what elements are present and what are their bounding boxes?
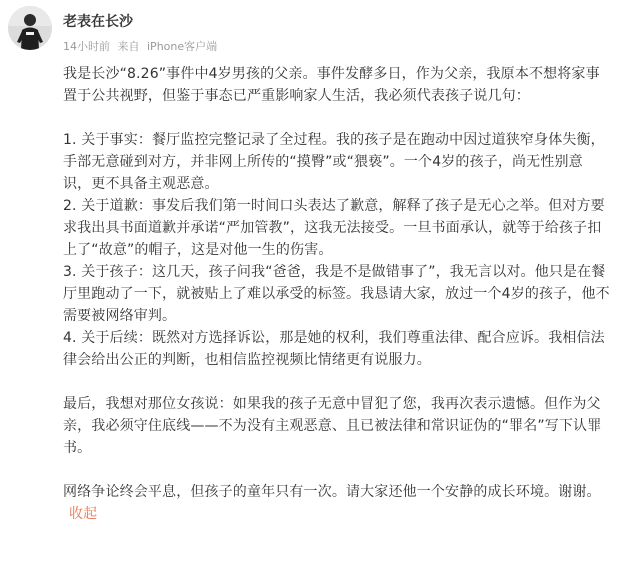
final-text: 网络争论终会平息，但孩子的童年只有一次。请大家还他一个安静的成长环境。谢谢。 — [63, 484, 601, 500]
source-client: iPhone客户端 — [147, 40, 218, 53]
point-2-paragraph: 2. 关于道歉：事发后我们第一时间口头表达了歉意，解释了孩子是无心之举。但对方要求我出具书面道歉并承诺“严加管教”，这我无法接受。一旦书面承认，就等于给孩子扣上了“故意”的帽子，这是对他一生的伤害。 — [63, 198, 605, 258]
point-3-paragraph: 3. 关于孩子：这几天，孩子问我“爸爸，我是不是做错事了”，我无言以对。他只是在餐厅里跑动了一下，就被贴上了难以承受的标签。我恳请大家，放过一个4岁的孩子，他不需要被网络审判。 — [63, 264, 610, 324]
blank-line — [63, 107, 611, 129]
collapse-link[interactable]: 收起 — [69, 506, 98, 522]
avatar-person-icon — [8, 6, 52, 50]
post-time[interactable]: 14小时前 — [63, 40, 110, 53]
blank-line — [63, 371, 611, 393]
closing-paragraph: 最后，我想对那位女孩说：如果我的孩子无意中冒犯了您，我再次表示遗憾。但作为父亲，我必须守住底线——不为没有主观恶意、且已被法律和常识证伪的“罪名”写下认罪书。 — [63, 396, 602, 456]
intro-paragraph: 我是长沙“8.26”事件中4岁男孩的父亲。事件发酵多日，作为父亲，我原本不想将家事置于公共视野，但鉴于事态已严重影响家人生活，我必须代表孩子说几句： — [63, 66, 600, 104]
post-content — [63, 63, 611, 525]
avatar[interactable] — [8, 6, 52, 50]
source-prefix: 来自 — [117, 40, 140, 53]
author-name[interactable]: 老表在长沙 — [63, 14, 133, 30]
final-paragraph — [63, 481, 611, 525]
blank-line — [63, 459, 611, 481]
post-meta — [63, 38, 221, 54]
point-4-paragraph: 4. 关于后续：既然对方选择诉讼，那是她的权利，我们尊重法律、配合应诉。我相信法律会给出公正的判断，也相信监控视频比情绪更有说服力。 — [63, 330, 605, 368]
point-1-paragraph: 1. 关于事实：餐厅监控完整记录了全过程。我的孩子是在跑动中因过道狭窄身体失衡，手部无意碰到对方，并非网上所传的“摸臀”或“猥亵”。一个4岁的孩子，尚无性别意识，更不具备主观恶意。 — [63, 132, 605, 192]
